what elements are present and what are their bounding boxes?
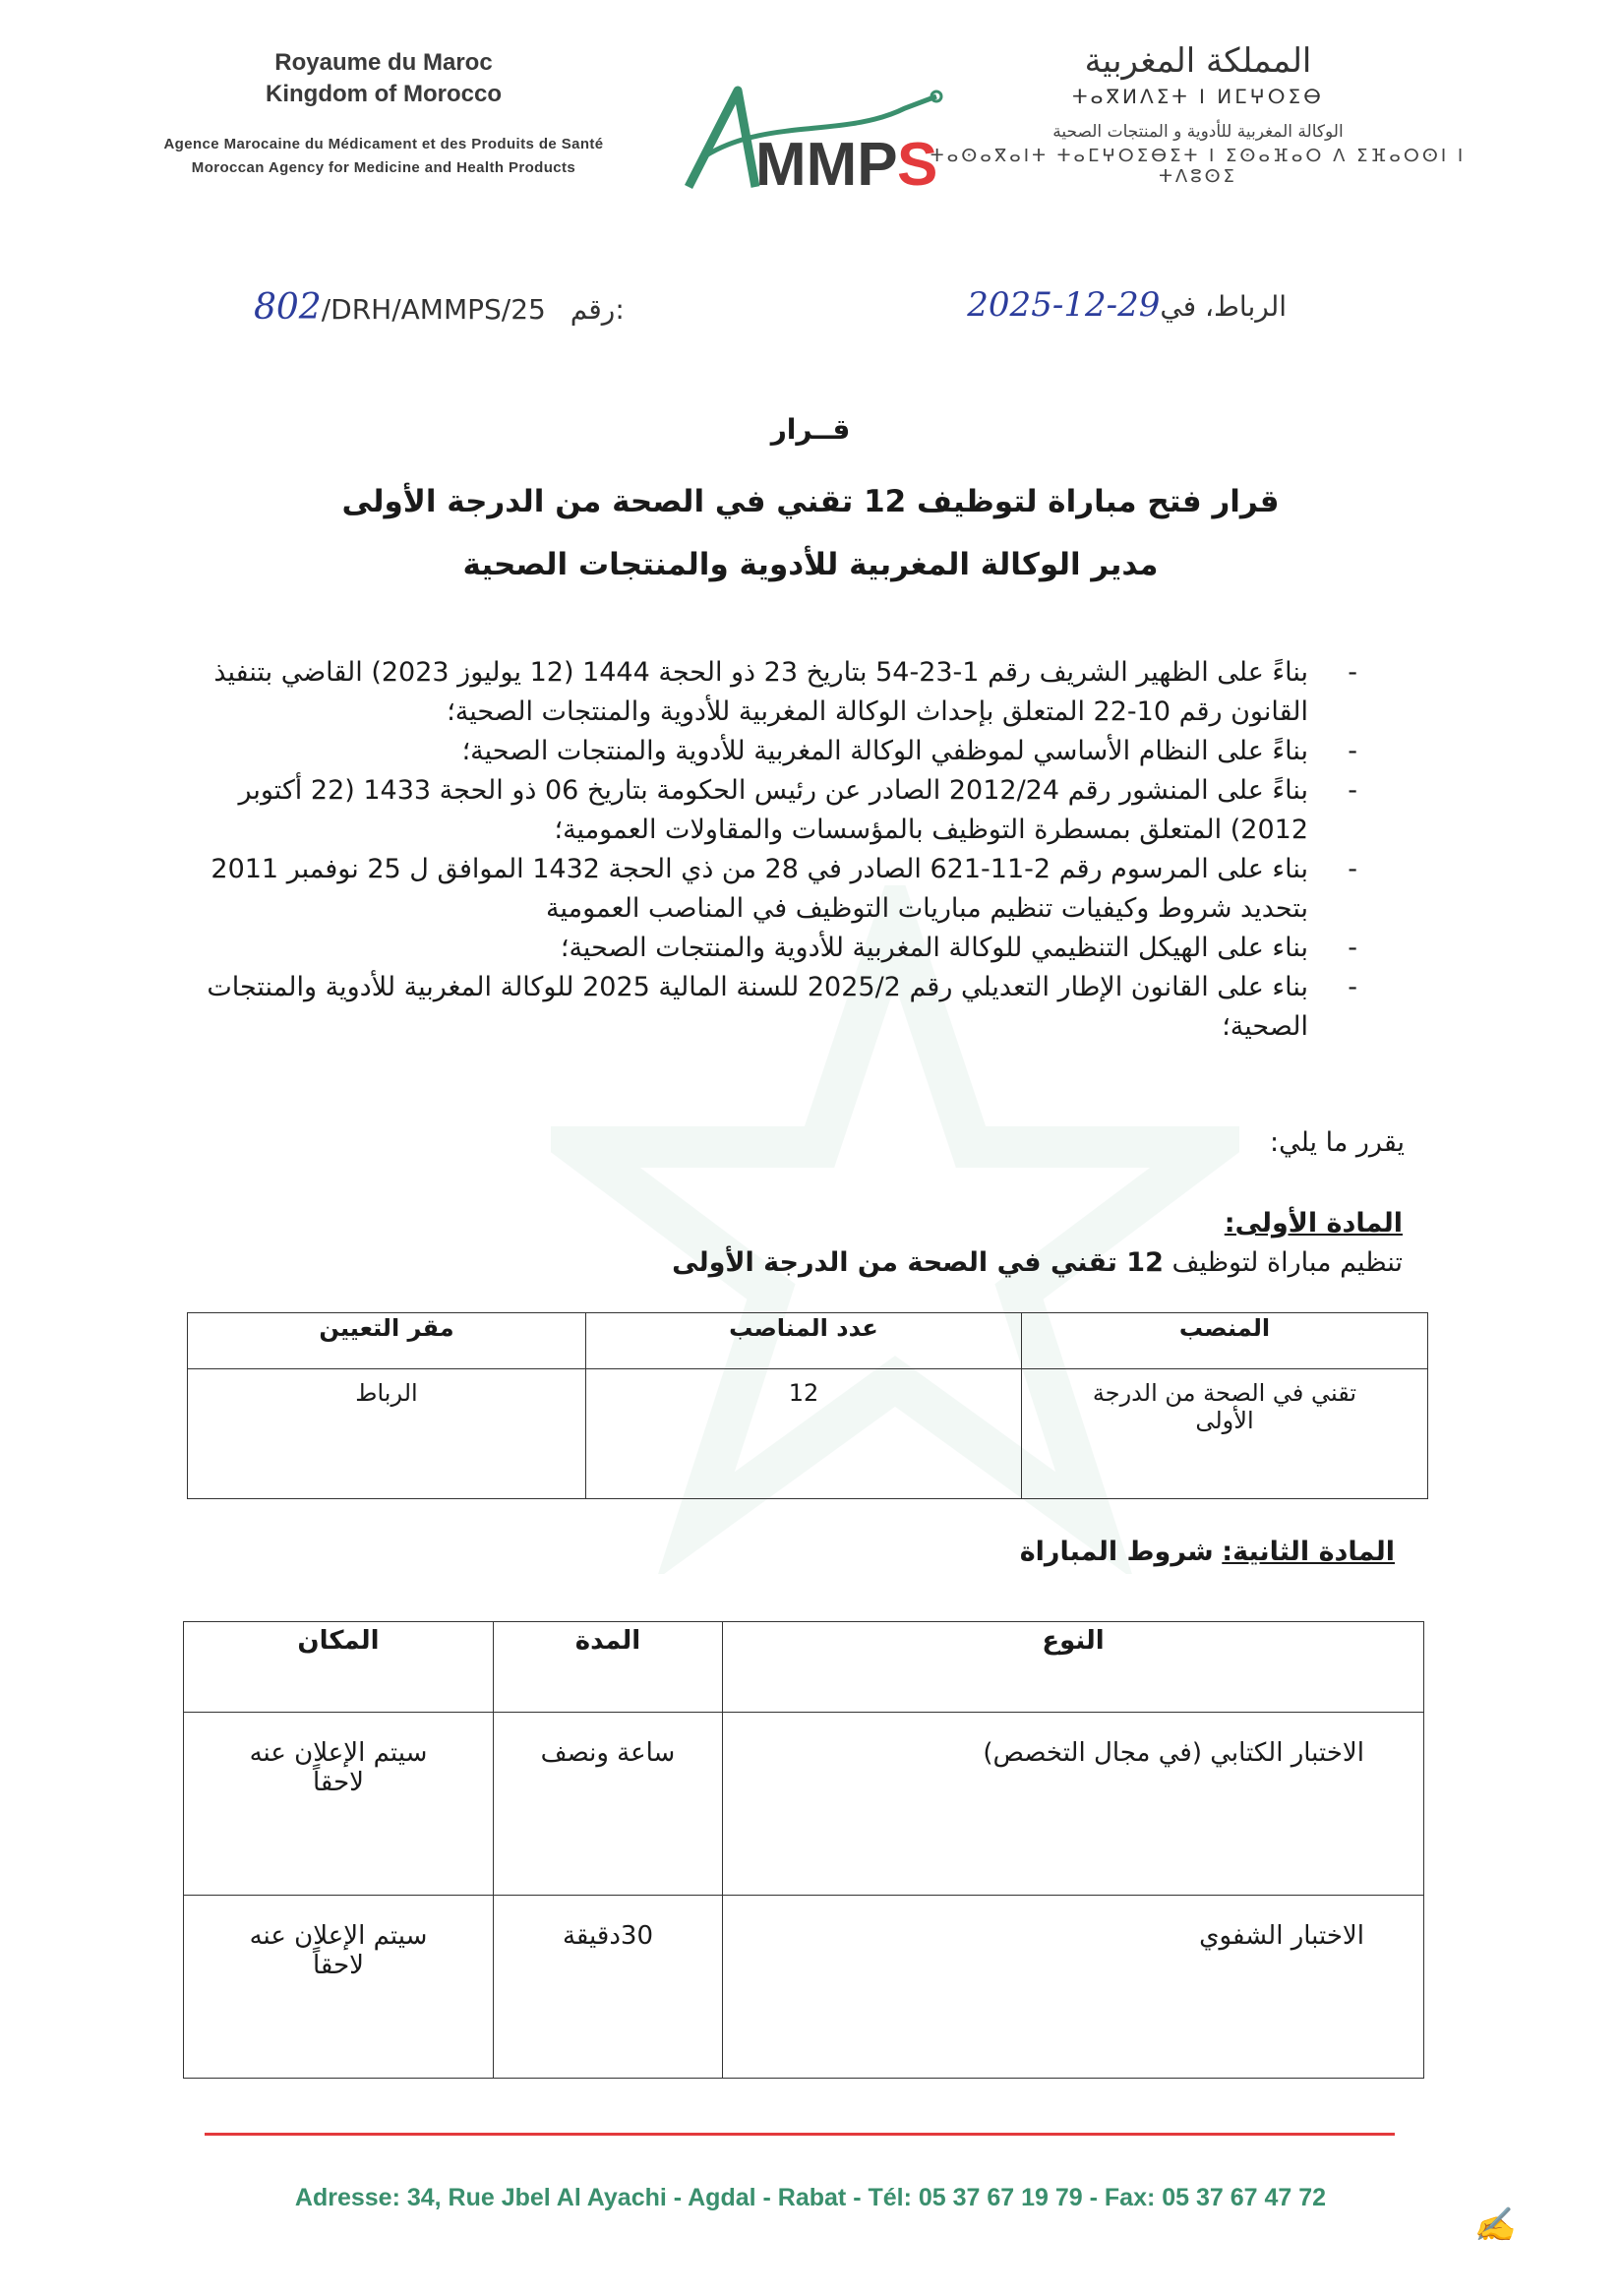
decision-title: قرار فتح مباراة لتوظيف 12 تقني في الصحة من الدرجة الأولى [341,484,1280,519]
article2-heading: المادة الثانية: [1222,1537,1395,1567]
preamble-item: - بناءً على المنشور رقم 2012/24 الصادر عن رئيس الحكومة بتاريخ 06 ذو الحجة 1433 (22 أكتوبر 2012) المتعلق بمسطرة التوظيف بالمؤسسات والمقاولات العمومية؛ [197,771,1308,850]
table-header-row [184,1622,1424,1713]
article2-heading-line [1020,1537,1395,1567]
table-row [184,1896,1424,2079]
agency-ar: الوكالة المغربية للأدوية و المنتجات الصحية [1052,122,1344,142]
cell-position: تقني في الصحة من الدرجة الأولى [1022,1369,1428,1499]
article1-text [672,1247,1403,1278]
positions-table [187,1312,1428,1499]
cell-duration: 30دقيقة [494,1896,723,2079]
cell-duration: ساعة ونصف [494,1713,723,1896]
preamble-item: - بناءً على النظام الأساسي لموظفي الوكالة المغربية للأدوية والمنتجات الصحية؛ [197,732,1308,771]
preamble-item: - بناء على القانون الإطار التعديلي رقم 2025/2 للسنة المالية 2025 للوكالة المغربية للأدوية والمنتجات الصحية؛ [197,968,1308,1047]
header-left [108,47,659,179]
decision-issuer: مدير الوكالة المغربية للأدوية والمنتجات الصحية [462,547,1159,582]
cell-location: الرباط [188,1369,586,1499]
cell-place: سيتم الإعلان عنه لاحقاً [184,1896,494,2079]
col-position: المنصب [1022,1313,1428,1369]
date-prefix: الرباط، في [1160,290,1287,323]
svg-text:MMP: MMP [755,131,898,197]
article2-title: شروط المباراة [1019,1537,1214,1567]
preamble-item: - بناء على الهيكل التنظيمي للوكالة المغربية للأدوية والمنتجات الصحية؛ [197,929,1308,968]
preamble-item: - بناءً على الظهير الشريف رقم 1-23-54 بتاريخ 23 ذو الحجة 1444 (12 يوليوز 2023) القاضي بتنفيذ القانون رقم 10-22 المتعلق بإحداث الوكالة المغربية للأدوية والمنتجات الصحية؛ [197,653,1308,732]
col-location: مقر التعيين [188,1313,586,1369]
article1-text-bold: 12 تقني في الصحة من الدرجة الأولى [672,1247,1164,1278]
date-handwritten: 29-12-2025 [967,285,1161,325]
table-header-row [188,1313,1428,1369]
kingdom-fr: Royaume du Maroc [274,49,493,76]
document-date [967,285,1287,325]
agency-tifinagh: ⵜⴰⵙⴰⴳⴰⵏⵜ ⵜⴰⵎⵖⵔⵉⴱⵉⵜ ⵏ ⵉⵙⴰⴼⴰⵔ ⴷ ⵉⴼⴰⵔⵙⵏ ⵏ ⵜⴷⵓⵙⵉ [930,146,1467,187]
footer-divider [205,2133,1395,2136]
reference-label: رقم: [570,293,625,326]
reference-suffix: /DRH/AMMPS/25 [321,293,546,326]
reference-handwritten: 802 [254,287,322,328]
cell-count: 12 [586,1369,1022,1499]
paraph-signature: ✍ [1473,2205,1516,2245]
table-row [188,1369,1428,1499]
reference-number [254,287,625,328]
col-place: المكان [184,1622,494,1713]
col-duration: المدة [494,1622,723,1713]
svg-text:S: S [897,131,938,197]
cell-place: سيتم الإعلان عنه لاحقاً [184,1713,494,1896]
decides-text: يقرر ما يلي: [1269,1127,1405,1158]
preamble [197,653,1308,1047]
col-count: عدد المناصب [586,1313,1022,1369]
agency-en: Moroccan Agency for Medicine and Health Products [191,159,576,176]
footer-address: Adresse: 34, Rue Jbel Al Ayachi - Agdal - Rabat - Tél: 05 37 67 19 79 - Fax: 05 37 67 47 72 [294,2184,1327,2211]
exam-conditions-table [183,1621,1424,2079]
cell-type: الاختبار الكتابي (في مجال التخصص) [723,1713,1424,1896]
table-row [184,1713,1424,1896]
decision-heading: قــرار [770,413,851,446]
header-right [923,39,1473,187]
kingdom-ar: المملكة المغربية [1084,41,1312,81]
article1-text-plain: تنظيم مباراة لتوظيف [1171,1247,1403,1278]
article1-heading: المادة الأولى: [1224,1208,1403,1239]
kingdom-en: Kingdom of Morocco [266,81,502,107]
agency-fr: Agence Marocaine du Médicament et des Produits de Santé [163,136,604,152]
cell-type: الاختبار الشفوي [723,1896,1424,2079]
kingdom-tifinagh: ⵜⴰⴳⵍⴷⵉⵜ ⵏ ⵍⵎⵖⵔⵉⴱ [1072,85,1324,108]
preamble-item: - بناء على المرسوم رقم 2-11-621 الصادر في 28 من ذي الحجة 1432 الموافق ل 25 نوفمبر 2011 بتحديد شروط وكيفيات تنظيم مباريات التوظيف في المناصب العمومية [197,850,1308,929]
col-type: النوع [723,1622,1424,1713]
